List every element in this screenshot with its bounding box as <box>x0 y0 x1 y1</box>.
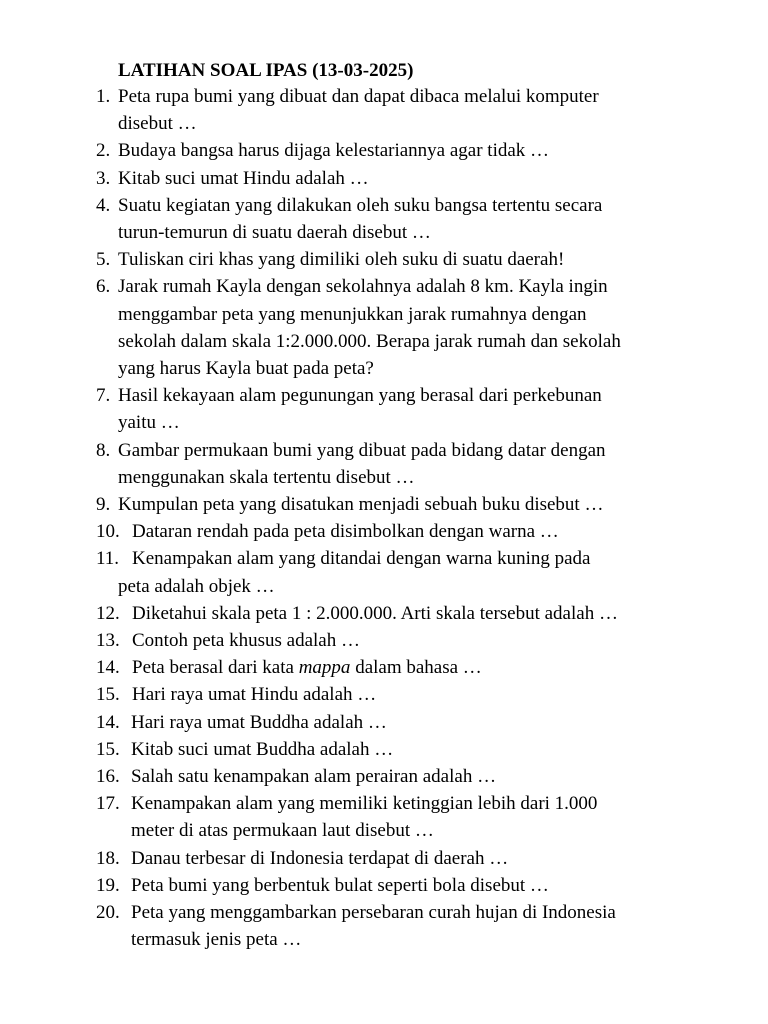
question-number: 13. <box>96 630 120 652</box>
question-line: Hasil kekayaan alam pegunungan yang berasal dari perkebunan <box>118 385 602 407</box>
question-number: 14. <box>96 711 120 733</box>
question-line: Kitab suci umat Hindu adalah … <box>118 167 369 189</box>
question-number: 18. <box>96 847 120 869</box>
question-prefix: Peta berasal dari kata <box>132 657 299 679</box>
question-line: yaitu … <box>118 412 180 434</box>
question-line: sekolah dalam skala 1:2.000.000. Berapa jarak rumah dan sekolah <box>118 330 621 352</box>
question-line: Hari raya umat Hindu adalah … <box>132 684 377 706</box>
question-line: Peta bumi yang berbentuk bulat seperti bola disebut … <box>131 874 549 896</box>
list-item <box>0 845 768 872</box>
question-line: Kitab suci umat Buddha adalah … <box>131 738 394 760</box>
question-number: 19. <box>96 874 120 896</box>
list-item <box>0 763 768 790</box>
question-number: 15. <box>96 738 120 760</box>
question-line: Tuliskan ciri khas yang dimiliki oleh suku di suatu daerah! <box>118 249 565 271</box>
question-line <box>118 654 768 681</box>
question-line: yang harus Kayla buat pada peta? <box>118 358 374 380</box>
question-line: disebut … <box>118 113 197 135</box>
question-line: menggambar peta yang menunjukkan jarak rumahnya dengan <box>118 303 587 325</box>
question-line: Salah satu kenampakan alam perairan adalah … <box>131 766 497 788</box>
list-item <box>0 600 768 627</box>
question-line: Diketahui skala peta 1 : 2.000.000. Arti skala tersebut adalah … <box>132 602 618 624</box>
question-line: meter di atas permukaan laut disebut … <box>131 820 434 842</box>
question-line: Jarak rumah Kayla dengan sekolahnya adalah 8 km. Kayla ingin <box>118 276 608 298</box>
list-item <box>0 709 768 736</box>
question-list <box>0 83 768 954</box>
question-number: 2. <box>96 140 111 162</box>
list-item <box>0 491 768 518</box>
question-number: 10. <box>96 521 120 543</box>
list-item <box>0 518 768 545</box>
list-item <box>0 872 768 899</box>
question-line: termasuk jenis peta … <box>131 929 302 951</box>
question-line: Hari raya umat Buddha adalah … <box>131 711 387 733</box>
list-item <box>0 137 768 164</box>
question-number: 4. <box>96 194 111 216</box>
question-line: Danau terbesar di Indonesia terdapat di daerah … <box>131 847 509 869</box>
question-number: 3. <box>96 167 111 189</box>
question-suffix: dalam bahasa … <box>350 657 482 679</box>
question-number: 7. <box>96 385 111 407</box>
list-item <box>0 681 768 708</box>
question-line: Kumpulan peta yang disatukan menjadi sebuah buku disebut … <box>118 494 604 516</box>
question-number: 8. <box>96 439 111 461</box>
list-item <box>0 736 768 763</box>
list-item <box>0 246 768 273</box>
list-item <box>0 165 768 192</box>
question-number: 14. <box>96 657 120 679</box>
question-number: 1. <box>96 86 111 107</box>
question-line: Kenampakan alam yang memiliki ketinggian lebih dari 1.000 <box>131 793 598 815</box>
question-line: Peta rupa bumi yang dibuat dan dapat dibaca melalui komputer <box>118 86 599 107</box>
question-number: 5. <box>96 249 111 271</box>
list-item <box>0 790 768 844</box>
question-line: Peta yang menggambarkan persebaran curah hujan di Indonesia <box>131 902 616 924</box>
list-item <box>0 382 768 436</box>
question-line: Kenampakan alam yang ditandai dengan warna kuning pada <box>132 548 591 570</box>
question-line: Contoh peta khusus adalah … <box>132 630 360 652</box>
list-item <box>0 273 768 382</box>
question-line: peta adalah objek … <box>118 575 275 597</box>
question-number: 12. <box>96 602 120 624</box>
question-number: 16. <box>96 766 120 788</box>
list-item <box>0 545 768 599</box>
question-number: 9. <box>96 494 111 516</box>
question-line: turun-temurun di suatu daerah disebut … <box>118 222 431 244</box>
question-number: 6. <box>96 276 111 298</box>
question-number: 15. <box>96 684 120 706</box>
list-item <box>0 437 768 491</box>
list-item <box>0 654 768 681</box>
question-number: 11. <box>96 548 120 570</box>
question-line: Suatu kegiatan yang dilakukan oleh suku bangsa tertentu secara <box>118 194 603 216</box>
list-item <box>0 899 768 953</box>
question-line: menggunakan skala tertentu disebut … <box>118 466 415 488</box>
list-item <box>0 627 768 654</box>
question-line: Gambar permukaan bumi yang dibuat pada bidang datar dengan <box>118 439 606 461</box>
question-number: 20. <box>96 902 120 924</box>
page-title: LATIHAN SOAL IPAS (13-03-2025) <box>118 60 414 81</box>
question-line: Budaya bangsa harus dijaga kelestariannya agar tidak … <box>118 140 550 162</box>
list-item <box>0 83 768 137</box>
italic-term: mappa <box>298 657 351 679</box>
question-line: Dataran rendah pada peta disimbolkan dengan warna … <box>132 521 559 543</box>
list-item <box>0 192 768 246</box>
question-number: 17. <box>96 793 120 815</box>
